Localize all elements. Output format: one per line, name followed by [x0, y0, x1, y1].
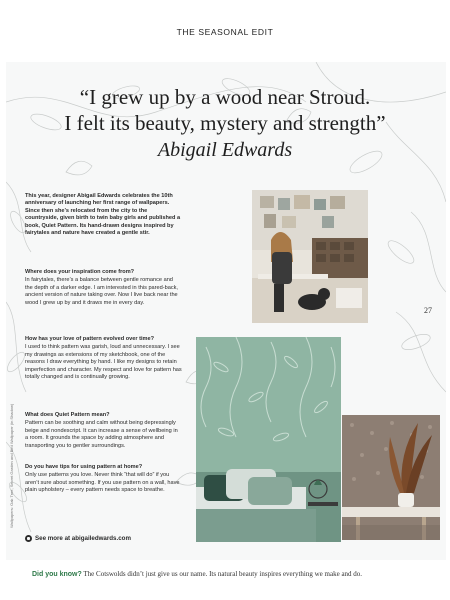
photo-credit: Wallpapers: Oak Tree, Secret Garden and Bird Wallpaper (in Shadow): [9, 403, 14, 528]
footer-lead: Did you know?: [32, 571, 82, 578]
pull-quote: [20, 84, 430, 136]
globe-icon: [25, 535, 32, 542]
website-link[interactable]: [25, 535, 131, 542]
intro-paragraph: This year, designer Abigail Edwards celebrates the 10th anniversary of launching her first range of wallpapers. Since then she’s relocated from the city to the countryside, given birth to twin baby girls and published a book, Quiet Pattern. Its hand-drawn designs inspired by fairytales and nature have created a gentle stir.: [25, 193, 181, 237]
qa-question: How has your love of pattern evolved over time?: [25, 336, 154, 342]
pull-quote-line-2: I felt its beauty, mystery and strength”: [64, 111, 386, 135]
website-link-label: See more at abigailedwards.com: [35, 535, 131, 543]
feathers-vase-photo: [342, 415, 440, 540]
designer-studio-photo: [252, 190, 368, 323]
quote-author: Abigail Edwards: [157, 139, 293, 161]
qa-answer: I used to think pattern was garish, loud and unnecessary. I see my drawings as extensions of my sketchbook, one of the reasons I draw everything by hand. I like my designs to retain imperfection and character. My respect and love for pattern has totally changed and is continually growing.: [25, 344, 182, 381]
page-number: 27: [424, 306, 432, 315]
qa-answer: Only use patterns you love. Never think “that will do” if you aren’t sure about something. If you use pattern on a wall, have plain upholstery – every pattern needs space to breathe.: [25, 472, 180, 494]
footer-note: [32, 570, 442, 578]
qa-block: [25, 464, 182, 495]
qa-question: What does Quiet Pattern mean?: [25, 412, 110, 418]
bedroom-wallpaper-photo: [196, 337, 341, 542]
section-label: THE SEASONAL EDIT: [176, 27, 274, 37]
qa-answer: In fairytales, there’s a balance between gentle romance and the depth of a darker edge. I am interested in this pared-back, ancient version of nature taking over. Now I live back near the wood I grew up by and it draws me in every day.: [25, 277, 178, 306]
qa-block: [25, 412, 182, 450]
qa-question: Do you have tips for using pattern at home?: [25, 464, 143, 470]
qa-answer: Pattern can be soothing and calm without being depressingly beige and nondescript. It can increase a sense of wellbeing in a room. It grounds the space by adding atmosphere and transporting you to gentler surroundings.: [25, 420, 178, 449]
qa-block: [25, 269, 182, 307]
qa-question: Where does your inspiration come from?: [25, 269, 135, 275]
page-header: [0, 0, 450, 62]
footer-text: The Cotswolds didn’t just give us our name. Its natural beauty inspires everything we make and do.: [81, 570, 363, 578]
pull-quote-line-1: “I grew up by a wood near Stroud.: [79, 85, 371, 109]
qa-block: [25, 336, 182, 381]
